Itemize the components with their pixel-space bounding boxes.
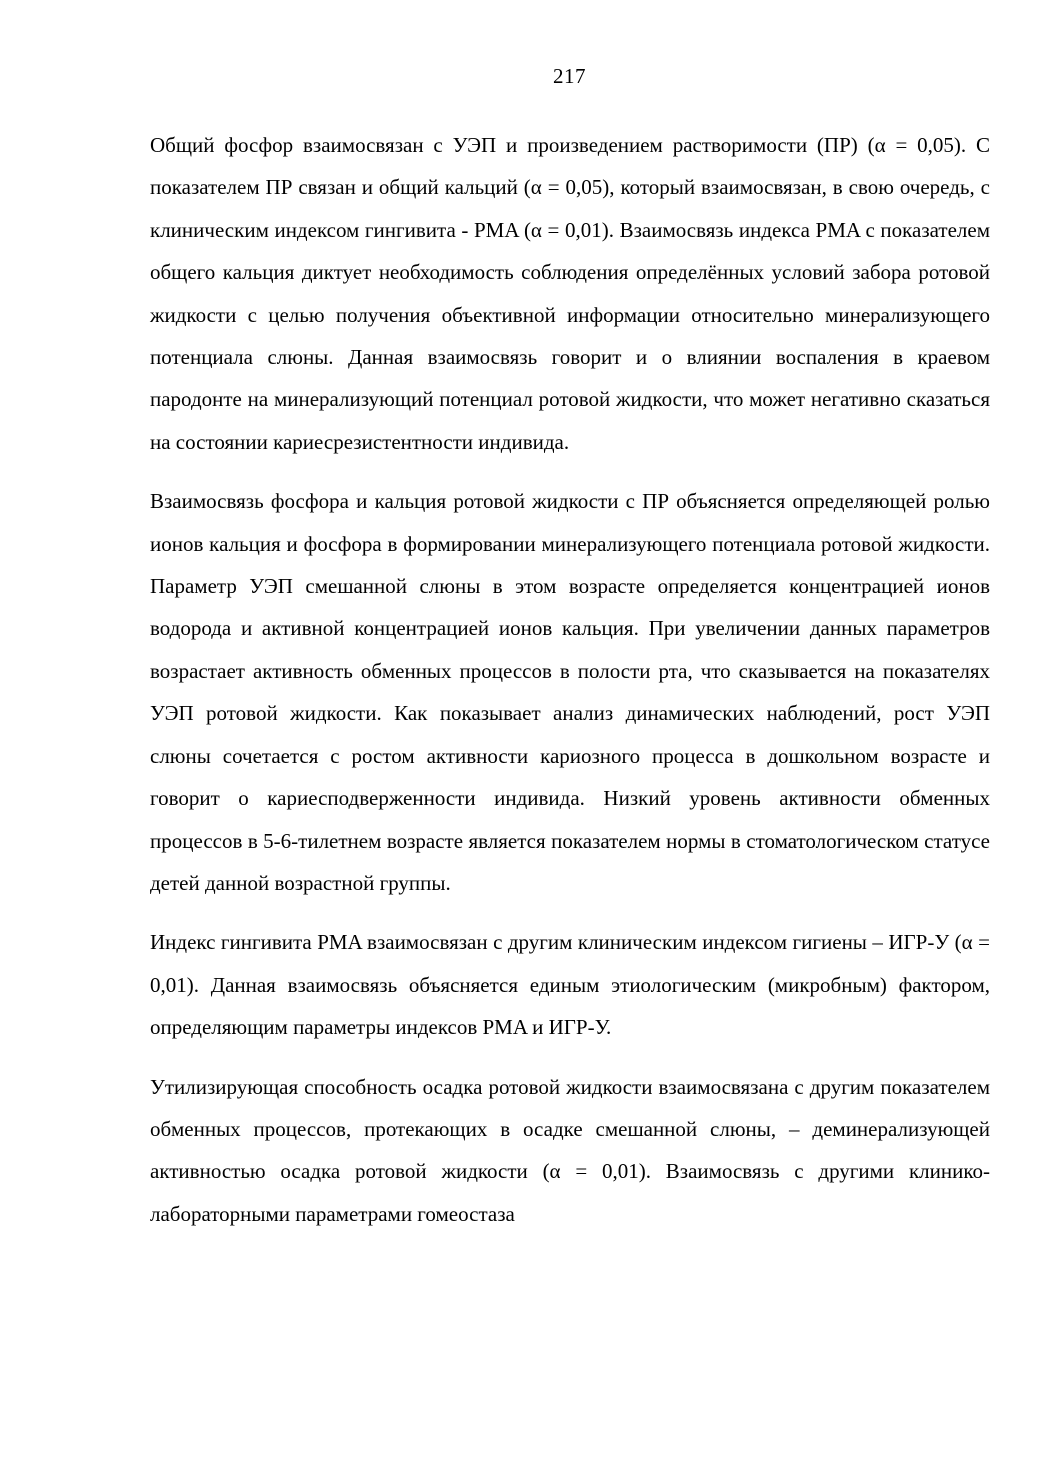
paragraph-1: Общий фосфор взаимосвязан с УЭП и произведением растворимости (ПР) (α = 0,05). С показателем ПР связан и общий кальций (α = 0,05), который взаимосвязан, в свою очередь, с клиническим индексом гингивита - PMA (α = 0,01). Взаимосвязь индекса PMA с показателем общего кальция диктует необходимость соблюдения определённых условий забора ротовой жидкости с целью получения объективной информации относительно минерализующего потенциала слюны. Данная взаимосвязь говорит и о влиянии воспаления в краевом пародонте на минерализующий потенциал ротовой жидкости, что может негативно сказаться на состоянии кариесрезистентности индивида.	[150, 133, 990, 454]
page-number: 217	[553, 64, 586, 88]
paragraph-3: Индекс гингивита PMA взаимосвязан с другим клиническим индексом гигиены – ИГР-У (α = 0,01). Данная взаимосвязь объясняется единым этиологическим (микробным) фактором, определяющим параметры индексов PMA и ИГР-У.	[150, 930, 990, 1040]
paragraph-2: Взаимосвязь фосфора и кальция ротовой жидкости с ПР объясняется определяющей ролью ионов кальция и фосфора в формировании минерализующего потенциала ротовой жидкости. Параметр УЭП смешанной слюны в этом возрасте определяется концентрацией ионов водорода и активной концентрацией ионов кальция. При увеличении данных параметров возрастает активность обменных процессов в полости рта, что сказывается на показателях УЭП ротовой жидкости. Как показывает анализ динамических наблюдений, рост УЭП слюны сочетается с ростом активности кариозного процесса в дошкольном возрасте и говорит о кариесподверженности индивида. Низкий уровень активности обменных процессов в 5-6-тилетнем возрасте является показателем нормы в стоматологическом статусе детей данной возрастной группы.	[150, 489, 990, 895]
paragraph-4: Утилизирующая способность осадка ротовой жидкости взаимосвязана с другим показателем обменных процессов, протекающих в осадке смешанной слюны, – деминерализующей активностью осадка ротовой жидкости (α = 0,01). Взаимосвязь с другими клинико-лабораторными параметрами гомеостаза	[150, 1074, 990, 1226]
text-body	[150, 124, 990, 1235]
